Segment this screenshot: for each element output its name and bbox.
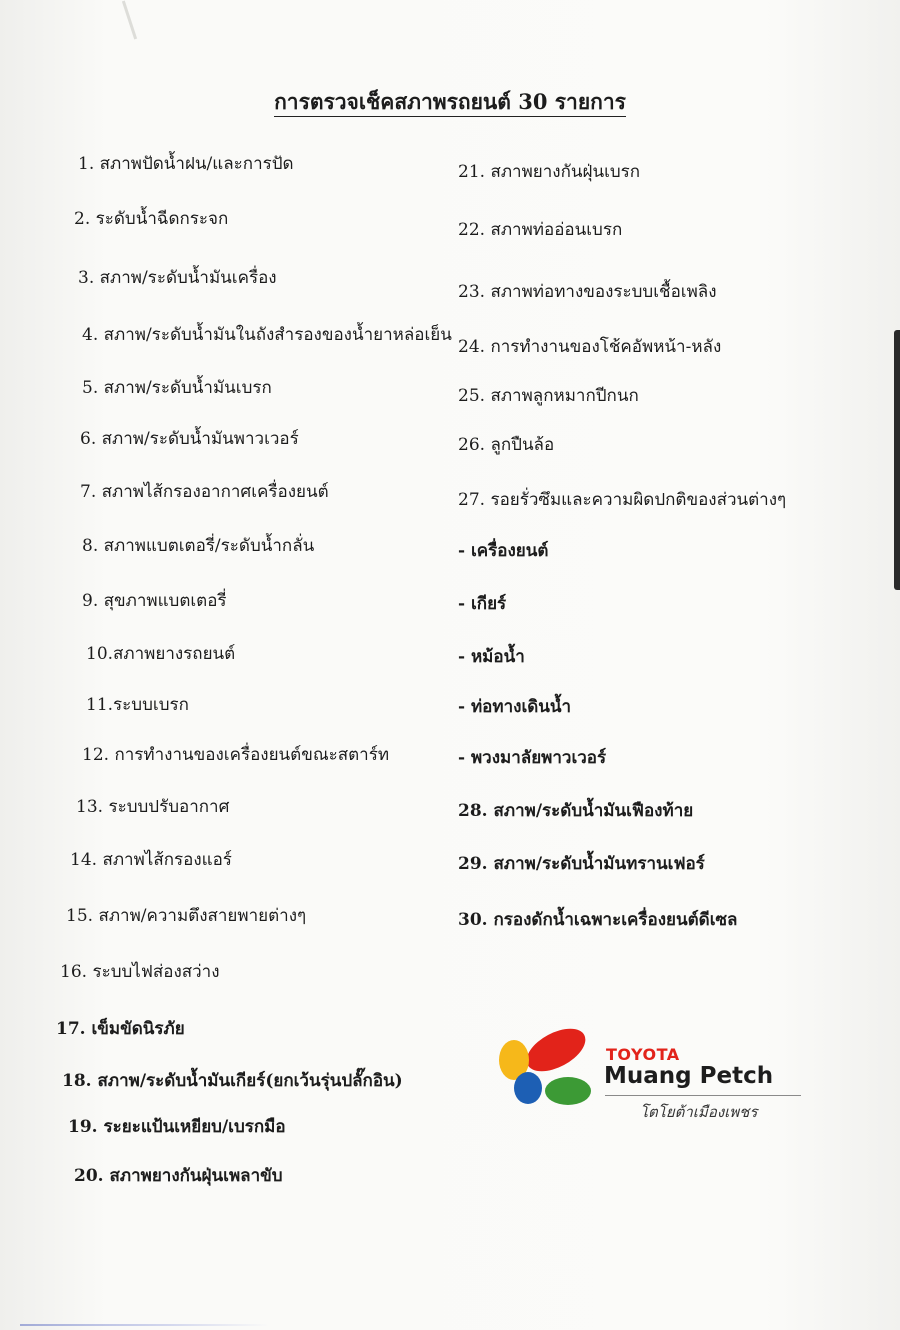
- logo-red-petal: [520, 1028, 592, 1080]
- subitem-gear: - เกียร์: [458, 594, 507, 614]
- checklist-item-19: 19. ระยะแป้นเหยียบ/เบรกมือ: [68, 1117, 286, 1137]
- checklist-item-23: 23. สภาพท่อทางของระบบเชื้อเพลิง: [458, 282, 717, 302]
- checklist-item-18: 18. สภาพ/ระดับน้ำมันเกียร์(ยกเว้นรุ่นปลั๊กอิน): [62, 1071, 403, 1091]
- checklist-item-29: 29. สภาพ/ระดับน้ำมันทรานเฟอร์: [458, 854, 705, 874]
- checklist-item-20: 20. สภาพยางกันฝุ่นเพลาขับ: [74, 1166, 283, 1186]
- subitem-radiator: - หม้อน้ำ: [458, 647, 525, 667]
- paper-crease: [122, 1, 137, 40]
- checklist-item-16: 16. ระบบไฟส่องสว่าง: [60, 962, 220, 982]
- checklist-item-1: 1. สภาพปัดน้ำฝน/และการปัด: [78, 154, 294, 174]
- document-title: [0, 86, 900, 119]
- checklist-item-13: 13. ระบบปรับอากาศ: [76, 797, 230, 817]
- logo-brand-text: TOYOTA: [606, 1045, 680, 1064]
- subitem-water-pipe: - ท่อทางเดินน้ำ: [458, 697, 572, 717]
- checklist-item-11: 11.ระบบเบรก: [86, 695, 189, 715]
- checklist-item-10: 10.สภาพยางรถยนต์: [86, 644, 236, 664]
- checklist-item-9: 9. สุขภาพแบตเตอรี่: [82, 591, 227, 611]
- checklist-item-4: 4. สภาพ/ระดับน้ำมันในถังสำรองของน้ำยาหล่อเย็น: [82, 325, 452, 345]
- checklist-item-25: 25. สภาพลูกหมากปีกนก: [458, 386, 639, 406]
- logo-dealer-text: Muang Petch: [604, 1063, 774, 1089]
- checklist-item-22: 22. สภาพท่ออ่อนเบรก: [458, 220, 623, 240]
- checklist-item-6: 6. สภาพ/ระดับน้ำมันพาวเวอร์: [80, 429, 299, 449]
- checklist-item-26: 26. ลูกปืนล้อ: [458, 435, 555, 455]
- checklist-item-2: 2. ระดับน้ำฉีดกระจก: [74, 209, 229, 229]
- checklist-item-24: 24. การทำงานของโช้คอัพหน้า-หลัง: [458, 337, 722, 357]
- checklist-item-17: 17. เข็มขัดนิรภัย: [56, 1019, 185, 1039]
- scan-artifact: [20, 1324, 270, 1326]
- logo-divider: [605, 1095, 801, 1096]
- logo-green-petal: [545, 1077, 591, 1105]
- checklist-item-30: 30. กรองดักน้ำเฉพาะเครื่องยนต์ดีเซล: [458, 910, 738, 930]
- subitem-power-steering: - พวงมาลัยพาวเวอร์: [458, 748, 607, 768]
- checklist-item-27: 27. รอยรั่วซึมและความผิดปกติของส่วนต่างๆ: [458, 490, 787, 510]
- checklist-item-3: 3. สภาพ/ระดับน้ำมันเครื่อง: [78, 268, 277, 288]
- logo-blue-petal: [514, 1072, 542, 1104]
- logo-dealer-thai-text: โตโยต้าเมืองเพชร: [640, 1103, 758, 1121]
- checklist-item-7: 7. สภาพไส้กรองอากาศเครื่องยนต์: [80, 482, 329, 502]
- checklist-item-14: 14. สภาพไส้กรองแอร์: [70, 850, 232, 870]
- checklist-item-28: 28. สภาพ/ระดับน้ำมันเฟืองท้าย: [458, 801, 694, 821]
- scan-edge: [894, 330, 900, 590]
- checklist-item-8: 8. สภาพแบตเตอรี่/ระดับน้ำกลั่น: [82, 536, 315, 556]
- subitem-engine: - เครื่องยนต์: [458, 541, 549, 561]
- checklist-item-15: 15. สภาพ/ความตึงสายพายต่างๆ: [66, 906, 307, 926]
- title-text: การตรวจเช็คสภาพรถยนต์ 30 รายการ: [274, 89, 626, 117]
- checklist-item-5: 5. สภาพ/ระดับน้ำมันเบรก: [82, 378, 272, 398]
- checklist-item-12: 12. การทำงานของเครื่องยนต์ขณะสตาร์ท: [82, 745, 390, 765]
- dealer-logo-icon: [498, 1028, 594, 1108]
- checklist-item-21: 21. สภาพยางกันฝุ่นเบรก: [458, 162, 641, 182]
